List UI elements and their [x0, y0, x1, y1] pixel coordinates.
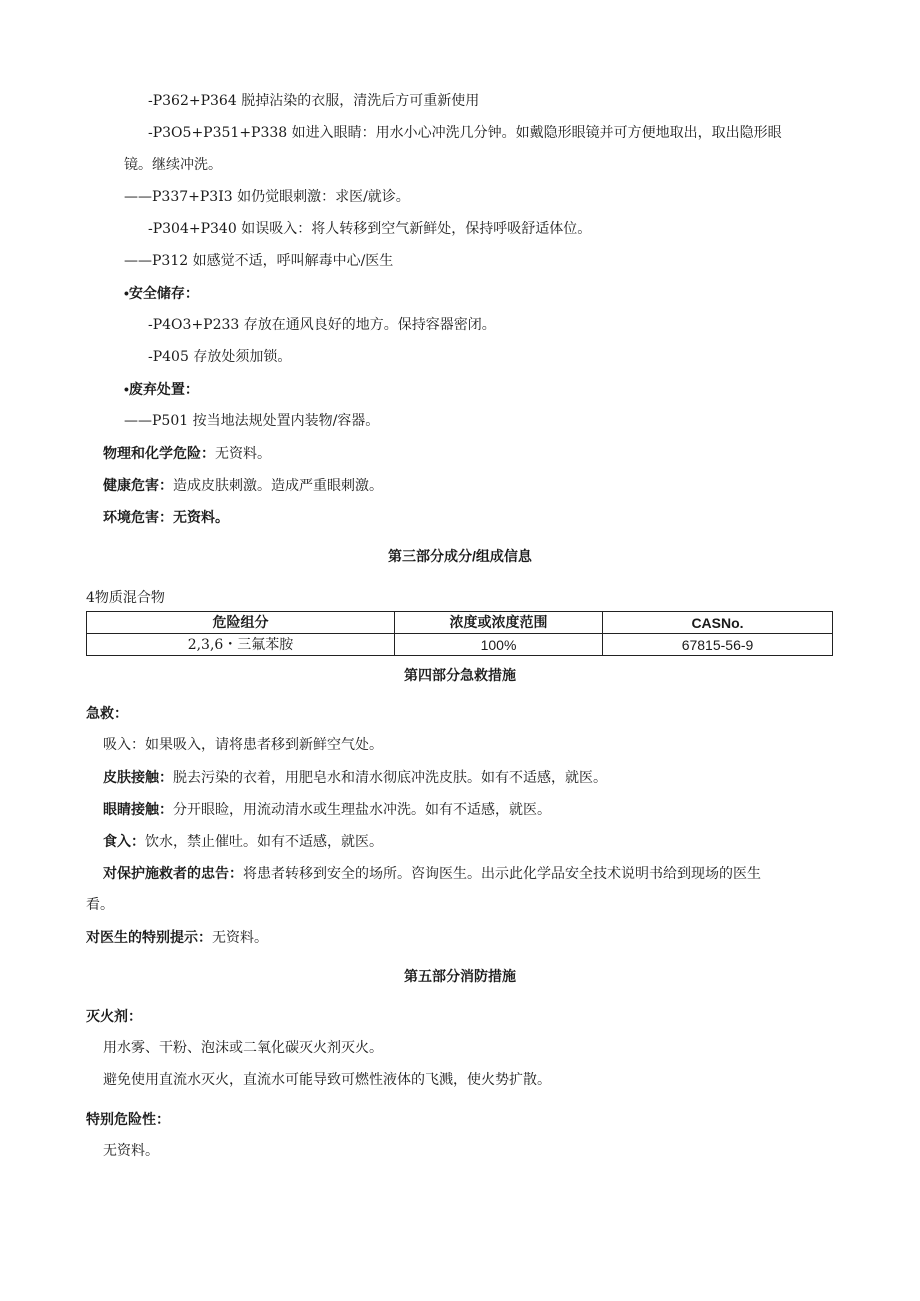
- precaution-p305: -P3O5+P351+P338 如进入眼睛：用水小心冲洗几分钟。如戴隐形眼镜并可方便地取出，取出隐形眼: [148, 125, 782, 141]
- table-row: [87, 634, 833, 656]
- cell-cas: 67815-56-9: [603, 634, 833, 656]
- first-aid-eye: [103, 799, 551, 820]
- precaution-p312: ——P312 如感觉不适，呼叫解毒中心/医生: [124, 253, 394, 269]
- extinguishing-agent-line2: 避免使用直流水灭火，直流水可能导致可燃性液体的飞溅，使火势扩散。: [103, 1072, 551, 1088]
- skin-value: 脱去污染的衣着，用肥皂水和清水彻底冲洗皮肤。如有不适感，就医。: [173, 770, 607, 786]
- health-hazard-label: 健康危害：: [103, 477, 173, 493]
- header-component: 危险组分: [87, 612, 395, 634]
- precaution-p362: -P362+P364 脱掉沾染的衣服，清洗后方可重新使用: [148, 93, 480, 109]
- doctor-note: [86, 927, 268, 948]
- special-hazard-heading: 特别危险性：: [86, 1111, 170, 1127]
- section5-title: 第五部分消防措施: [404, 968, 516, 984]
- physical-hazard-label: 物理和化学危险：: [103, 445, 215, 461]
- section3-subtitle: 4物质混合物: [86, 590, 165, 606]
- storage-p405: -P405 存放处须加锁。: [148, 349, 292, 365]
- skin-label: 皮肤接触：: [103, 769, 173, 785]
- env-hazard-label: 环境危害：: [103, 509, 173, 525]
- cell-concentration: 100%: [395, 634, 603, 656]
- first-aid-heading: 急救：: [86, 705, 128, 721]
- storage-heading: •安全储存：: [124, 285, 199, 301]
- env-hazard-value: 无资料。: [173, 509, 229, 525]
- eye-value: 分开眼睑，用流动清水或生理盐水冲洗。如有不适感，就医。: [173, 802, 551, 818]
- precaution-p304: -P304+P340 如误吸入：将人转移到空气新鲜处，保持呼吸舒适体位。: [148, 221, 592, 237]
- health-hazard: [103, 475, 383, 496]
- rescuer-value: 将患者转移到安全的场所。咨询医生。出示此化学品安全技术说明书给到现场的医生: [243, 866, 761, 882]
- physical-hazard: [103, 443, 271, 464]
- rescuer-cont: 看。: [86, 897, 114, 913]
- section3-title: 第三部分成分/组成信息: [388, 548, 532, 564]
- doctor-label: 对医生的特别提示：: [86, 929, 212, 945]
- table-header-row: [87, 612, 833, 634]
- disposal-p501: ——P501 按当地法规处置内装物/容器。: [124, 413, 380, 429]
- extinguishing-agent-line1: 用水雾、干粉、泡沫或二氧化碳灭火剂灭火。: [103, 1040, 383, 1056]
- header-cas: CASNo.: [603, 612, 833, 634]
- doctor-value: 无资料。: [212, 930, 268, 946]
- env-hazard: [103, 507, 229, 527]
- first-aid-skin: [103, 767, 607, 788]
- physical-hazard-value: 无资料。: [215, 446, 271, 462]
- ingest-label: 食入：: [103, 833, 145, 849]
- cell-component: 2,3,6・三氟苯胺: [87, 634, 395, 656]
- health-hazard-value: 造成皮肤刺激。造成严重眼刺激。: [173, 478, 383, 494]
- precaution-p305-cont: 镜。继续冲洗。: [124, 157, 222, 173]
- first-aid-inhale: 吸入：如果吸入，请将患者移到新鲜空气处。: [103, 737, 383, 753]
- section4-title: 第四部分急救措施: [404, 667, 516, 683]
- disposal-heading: •废弃处置：: [124, 381, 199, 397]
- rescuer-label: 对保护施救者的忠告：: [103, 865, 243, 881]
- header-concentration: 浓度或浓度范围: [395, 612, 603, 634]
- storage-p403: -P4O3+P233 存放在通风良好的地方。保持容器密闭。: [148, 317, 496, 333]
- composition-table: [86, 611, 833, 656]
- ingest-value: 饮水，禁止催吐。如有不适感，就医。: [145, 834, 383, 850]
- extinguishing-agent-heading: 灭火剂：: [86, 1008, 142, 1024]
- special-hazard-value: 无资料。: [103, 1143, 159, 1159]
- first-aid-rescuer: [103, 863, 761, 884]
- eye-label: 眼睛接触：: [103, 801, 173, 817]
- first-aid-ingest: [103, 831, 383, 852]
- precaution-p337: ——P337+P3I3 如仍觉眼刺激：求医/就诊。: [124, 189, 410, 205]
